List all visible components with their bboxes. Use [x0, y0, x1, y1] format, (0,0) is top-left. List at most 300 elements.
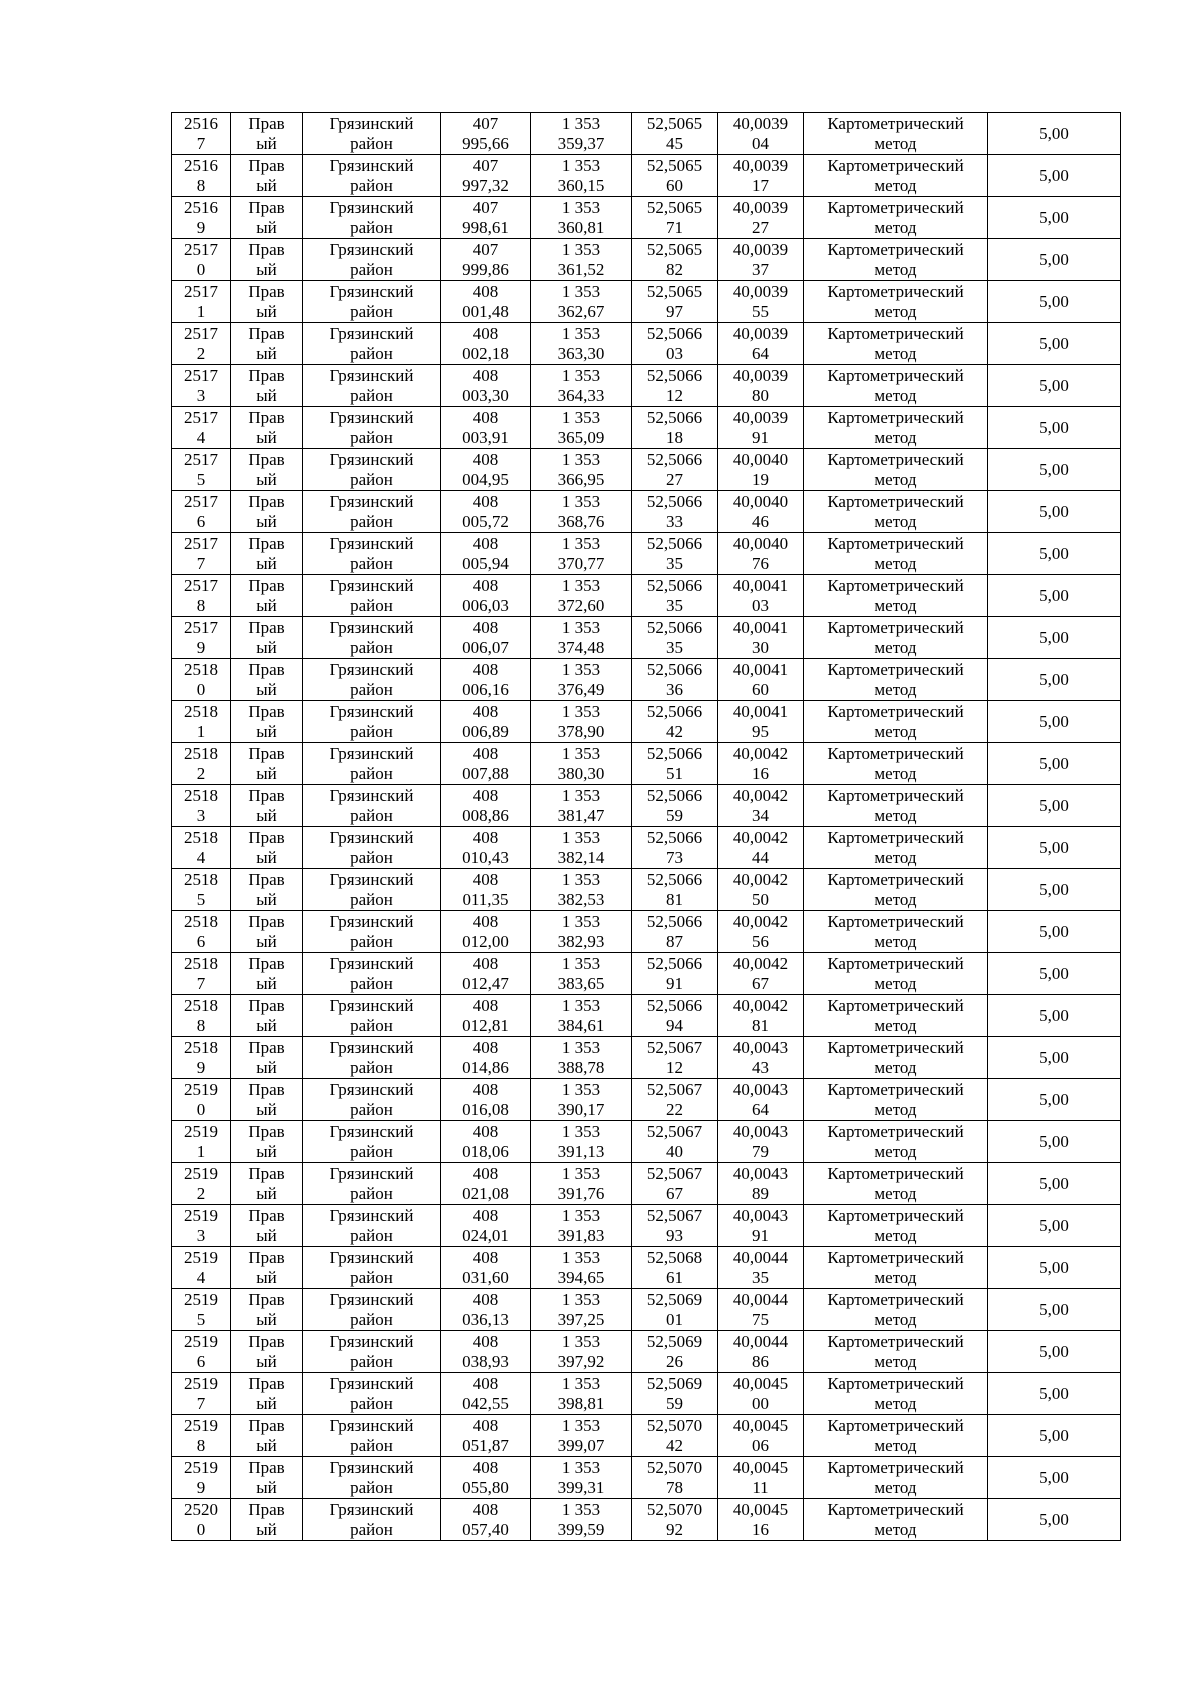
method-cell — [804, 113, 988, 155]
district-cell-line: район — [350, 847, 393, 867]
coord-x-cell — [441, 953, 531, 995]
district-cell-line: район — [350, 301, 393, 321]
longitude-cell-line: 43 — [752, 1057, 769, 1077]
coord-x-cell-line: 036,13 — [462, 1309, 509, 1329]
latitude-cell-line: 52,5066 — [646, 911, 703, 931]
point-number-cell — [172, 1499, 231, 1541]
coord-y-cell — [531, 533, 632, 575]
latitude-cell — [632, 533, 718, 575]
longitude-cell-line: 60 — [752, 679, 769, 699]
method-cell — [804, 239, 988, 281]
point-number-cell — [172, 239, 231, 281]
method-cell — [804, 407, 988, 449]
method-cell-line: метод — [874, 385, 917, 405]
coord-x-cell-line: 408 — [472, 869, 499, 889]
coord-x-cell — [441, 1121, 531, 1163]
coord-y-cell — [531, 197, 632, 239]
latitude-cell-line: 94 — [666, 1015, 683, 1035]
coord-x-cell — [441, 911, 531, 953]
latitude-cell — [632, 911, 718, 953]
coord-y-cell-line: 1 353 — [561, 365, 601, 385]
district-cell-line: Грязинский — [329, 827, 414, 847]
longitude-cell-line: 40,0040 — [732, 449, 789, 469]
coord-x-cell-line: 057,40 — [462, 1519, 509, 1539]
accuracy-cell: 5,00 — [988, 1247, 1121, 1289]
coord-x-cell-line: 408 — [472, 1373, 499, 1393]
coord-y-cell — [531, 701, 632, 743]
longitude-cell-line: 40,0043 — [732, 1037, 789, 1057]
accuracy-cell: 5,00 — [988, 743, 1121, 785]
method-cell-line: Картометрический — [827, 155, 964, 175]
point-number-cell-line: 2 — [196, 763, 206, 783]
method-cell — [804, 197, 988, 239]
coord-x-cell — [441, 827, 531, 869]
coord-y-cell-line: 1 353 — [561, 323, 601, 343]
coord-x-cell-line: 408 — [472, 1205, 499, 1225]
point-number-cell — [172, 1163, 231, 1205]
method-cell-line: метод — [874, 721, 917, 741]
method-cell-line: Картометрический — [827, 1079, 964, 1099]
point-number-cell-line: 8 — [196, 1435, 206, 1455]
coord-x-cell — [441, 785, 531, 827]
point-number-cell-line: 2517 — [184, 281, 218, 301]
longitude-cell — [718, 197, 804, 239]
table-row — [172, 1079, 1121, 1121]
latitude-cell-line: 26 — [666, 1351, 683, 1371]
coord-y-cell-line: 1 353 — [561, 1415, 601, 1435]
coord-y-cell-line: 1 353 — [561, 1037, 601, 1057]
longitude-cell — [718, 281, 804, 323]
point-number-cell-line: 6 — [196, 1351, 206, 1371]
longitude-cell-line: 40,0043 — [732, 1205, 789, 1225]
longitude-cell — [718, 1163, 804, 1205]
coord-x-cell-line: 042,55 — [462, 1393, 509, 1413]
latitude-cell-line: 52,5067 — [646, 1205, 703, 1225]
table-row — [172, 407, 1121, 449]
longitude-cell-line: 40,0042 — [732, 743, 789, 763]
longitude-cell-line: 86 — [752, 1351, 769, 1371]
longitude-cell-line: 16 — [752, 1519, 769, 1539]
coord-y-cell-line: 391,76 — [557, 1183, 605, 1203]
district-cell-line: район — [350, 1309, 393, 1329]
bank-side-cell-line: ый — [256, 1225, 277, 1245]
bank-side-cell-line: ый — [256, 1141, 277, 1161]
longitude-cell — [718, 323, 804, 365]
point-number-cell-line: 2518 — [184, 659, 218, 679]
coord-x-cell-line: 408 — [472, 281, 499, 301]
accuracy-cell: 5,00 — [988, 911, 1121, 953]
district-cell — [303, 1289, 441, 1331]
district-cell-line: Грязинский — [329, 155, 414, 175]
latitude-cell-line: 87 — [666, 931, 683, 951]
latitude-cell — [632, 827, 718, 869]
bank-side-cell — [231, 785, 303, 827]
latitude-cell-line: 52,5067 — [646, 1163, 703, 1183]
latitude-cell — [632, 281, 718, 323]
district-cell — [303, 281, 441, 323]
method-cell-line: метод — [874, 427, 917, 447]
district-cell-line: район — [350, 1519, 393, 1539]
coord-x-cell-line: 998,61 — [462, 217, 509, 237]
coord-y-cell-line: 362,67 — [557, 301, 605, 321]
bank-side-cell — [231, 197, 303, 239]
longitude-cell-line: 04 — [752, 133, 769, 153]
point-number-cell — [172, 1205, 231, 1247]
method-cell-line: Картометрический — [827, 407, 964, 427]
coord-y-cell-line: 1 353 — [561, 995, 601, 1015]
method-cell-line: метод — [874, 595, 917, 615]
longitude-cell-line: 64 — [752, 1099, 769, 1119]
coord-y-cell-line: 378,90 — [557, 721, 605, 741]
district-cell-line: район — [350, 679, 393, 699]
bank-side-cell-line: ый — [256, 973, 277, 993]
bank-side-cell — [231, 155, 303, 197]
method-cell — [804, 953, 988, 995]
bank-side-cell-line: ый — [256, 889, 277, 909]
coord-x-cell-line: 006,16 — [462, 679, 509, 699]
coord-x-cell-line: 002,18 — [462, 343, 509, 363]
district-cell-line: район — [350, 1435, 393, 1455]
longitude-cell — [718, 491, 804, 533]
latitude-cell — [632, 239, 718, 281]
bank-side-cell — [231, 659, 303, 701]
coord-y-cell-line: 1 353 — [561, 449, 601, 469]
point-number-cell — [172, 827, 231, 869]
method-cell-line: метод — [874, 1309, 917, 1329]
coord-y-cell — [531, 1163, 632, 1205]
bank-side-cell — [231, 1247, 303, 1289]
coord-y-cell-line: 388,78 — [557, 1057, 605, 1077]
method-cell — [804, 1499, 988, 1541]
coord-x-cell-line: 408 — [472, 449, 499, 469]
district-cell — [303, 1499, 441, 1541]
coord-x-cell-line: 003,30 — [462, 385, 509, 405]
longitude-cell-line: 40,0042 — [732, 869, 789, 889]
bank-side-cell-line: Прав — [248, 197, 285, 217]
latitude-cell-line: 36 — [666, 679, 683, 699]
latitude-cell-line: 40 — [666, 1141, 683, 1161]
latitude-cell-line: 52,5066 — [646, 995, 703, 1015]
coord-x-cell — [441, 197, 531, 239]
bank-side-cell-line: Прав — [248, 1289, 285, 1309]
method-cell — [804, 1205, 988, 1247]
district-cell-line: Грязинский — [329, 323, 414, 343]
coord-x-cell — [441, 995, 531, 1037]
accuracy-cell: 5,00 — [988, 491, 1121, 533]
coord-x-cell — [441, 1163, 531, 1205]
latitude-cell-line: 52,5066 — [646, 365, 703, 385]
latitude-cell — [632, 1205, 718, 1247]
longitude-cell-line: 40,0042 — [732, 785, 789, 805]
district-cell-line: Грязинский — [329, 1415, 414, 1435]
method-cell — [804, 1163, 988, 1205]
bank-side-cell — [231, 1373, 303, 1415]
district-cell-line: Грязинский — [329, 953, 414, 973]
table-row — [172, 323, 1121, 365]
point-number-cell-line: 2518 — [184, 1037, 218, 1057]
table-row — [172, 827, 1121, 869]
coord-x-cell-line: 408 — [472, 491, 499, 511]
point-number-cell-line: 2517 — [184, 407, 218, 427]
method-cell — [804, 155, 988, 197]
coord-y-cell-line: 384,61 — [557, 1015, 605, 1035]
bank-side-cell-line: Прав — [248, 617, 285, 637]
longitude-cell-line: 80 — [752, 385, 769, 405]
coord-y-cell-line: 391,83 — [557, 1225, 605, 1245]
coord-x-cell-line: 408 — [472, 701, 499, 721]
district-cell-line: район — [350, 343, 393, 363]
accuracy-cell: 5,00 — [988, 1121, 1121, 1163]
district-cell — [303, 1247, 441, 1289]
accuracy-cell: 5,00 — [988, 407, 1121, 449]
bank-side-cell-line: ый — [256, 847, 277, 867]
coord-y-cell-line: 397,92 — [557, 1351, 605, 1371]
bank-side-cell-line: Прав — [248, 953, 285, 973]
point-number-cell-line: 2519 — [184, 1373, 218, 1393]
bank-side-cell — [231, 1079, 303, 1121]
bank-side-cell-line: ый — [256, 721, 277, 741]
latitude-cell — [632, 575, 718, 617]
point-number-cell-line: 2519 — [184, 1163, 218, 1183]
bank-side-cell-line: Прав — [248, 407, 285, 427]
coord-y-cell — [531, 1247, 632, 1289]
coord-y-cell-line: 399,31 — [557, 1477, 605, 1497]
coord-y-cell — [531, 1373, 632, 1415]
bank-side-cell — [231, 911, 303, 953]
coord-x-cell — [441, 743, 531, 785]
point-number-cell-line: 3 — [196, 385, 206, 405]
point-number-cell-line: 2516 — [184, 197, 218, 217]
point-number-cell-line: 2519 — [184, 1121, 218, 1141]
coord-x-cell-line: 007,88 — [462, 763, 509, 783]
coord-x-cell — [441, 1247, 531, 1289]
bank-side-cell-line: Прав — [248, 533, 285, 553]
coord-x-cell-line: 997,32 — [462, 175, 509, 195]
method-cell — [804, 869, 988, 911]
bank-side-cell-line: ый — [256, 637, 277, 657]
coord-x-cell-line: 024,01 — [462, 1225, 509, 1245]
bank-side-cell-line: ый — [256, 217, 277, 237]
longitude-cell-line: 40,0039 — [732, 365, 789, 385]
bank-side-cell — [231, 701, 303, 743]
method-cell-line: метод — [874, 469, 917, 489]
longitude-cell — [718, 1457, 804, 1499]
point-number-cell-line: 9 — [196, 1477, 206, 1497]
coord-x-cell-line: 407 — [472, 239, 499, 259]
method-cell-line: Картометрический — [827, 491, 964, 511]
method-cell-line: метод — [874, 1183, 917, 1203]
coord-y-cell-line: 374,48 — [557, 637, 605, 657]
latitude-cell — [632, 869, 718, 911]
coord-y-cell-line: 1 353 — [561, 617, 601, 637]
bank-side-cell-line: Прав — [248, 323, 285, 343]
method-cell-line: Картометрический — [827, 659, 964, 679]
coord-x-cell-line: 018,06 — [462, 1141, 509, 1161]
method-cell — [804, 659, 988, 701]
district-cell-line: район — [350, 511, 393, 531]
method-cell-line: метод — [874, 847, 917, 867]
district-cell-line: Грязинский — [329, 1205, 414, 1225]
coord-x-cell — [441, 365, 531, 407]
district-cell-line: район — [350, 385, 393, 405]
accuracy-cell: 5,00 — [988, 281, 1121, 323]
district-cell-line: район — [350, 1099, 393, 1119]
longitude-cell-line: 79 — [752, 1141, 769, 1161]
coord-x-cell — [441, 1499, 531, 1541]
latitude-cell-line: 52,5065 — [646, 239, 703, 259]
bank-side-cell-line: Прав — [248, 281, 285, 301]
coord-x-cell-line: 010,43 — [462, 847, 509, 867]
district-cell-line: район — [350, 1183, 393, 1203]
table-row — [172, 449, 1121, 491]
bank-side-cell — [231, 365, 303, 407]
district-cell — [303, 449, 441, 491]
point-number-cell-line: 2519 — [184, 1289, 218, 1309]
method-cell-line: метод — [874, 1351, 917, 1371]
district-cell — [303, 1205, 441, 1247]
district-cell-line: район — [350, 595, 393, 615]
longitude-cell-line: 40,0041 — [732, 575, 789, 595]
coord-x-cell-line: 408 — [472, 365, 499, 385]
bank-side-cell-line: ый — [256, 175, 277, 195]
coord-y-cell — [531, 995, 632, 1037]
table-row — [172, 533, 1121, 575]
bank-side-cell-line: Прав — [248, 575, 285, 595]
bank-side-cell-line: Прав — [248, 743, 285, 763]
table-row — [172, 995, 1121, 1037]
method-cell-line: метод — [874, 931, 917, 951]
latitude-cell — [632, 953, 718, 995]
coord-x-cell-line: 408 — [472, 785, 499, 805]
longitude-cell-line: 81 — [752, 1015, 769, 1035]
point-number-cell — [172, 155, 231, 197]
point-number-cell — [172, 785, 231, 827]
method-cell — [804, 743, 988, 785]
bank-side-cell-line: ый — [256, 1309, 277, 1329]
point-number-cell — [172, 533, 231, 575]
point-number-cell-line: 2518 — [184, 701, 218, 721]
coord-y-cell — [531, 1037, 632, 1079]
bank-side-cell — [231, 575, 303, 617]
bank-side-cell-line: Прав — [248, 491, 285, 511]
bank-side-cell — [231, 323, 303, 365]
coord-x-cell-line: 408 — [472, 827, 499, 847]
coord-x-cell — [441, 1079, 531, 1121]
district-cell-line: Грязинский — [329, 449, 414, 469]
longitude-cell — [718, 575, 804, 617]
longitude-cell — [718, 1079, 804, 1121]
method-cell-line: метод — [874, 259, 917, 279]
district-cell-line: Грязинский — [329, 1499, 414, 1519]
longitude-cell — [718, 1205, 804, 1247]
latitude-cell-line: 78 — [666, 1477, 683, 1497]
latitude-cell-line: 52,5070 — [646, 1499, 703, 1519]
longitude-cell-line: 40,0045 — [732, 1415, 789, 1435]
coord-y-cell-line: 1 353 — [561, 155, 601, 175]
district-cell-line: Грязинский — [329, 533, 414, 553]
accuracy-cell: 5,00 — [988, 323, 1121, 365]
bank-side-cell-line: Прав — [248, 1037, 285, 1057]
coord-x-cell-line: 012,81 — [462, 1015, 509, 1035]
district-cell — [303, 491, 441, 533]
bank-side-cell-line: ый — [256, 343, 277, 363]
district-cell-line: район — [350, 1267, 393, 1287]
bank-side-cell-line: Прав — [248, 869, 285, 889]
district-cell-line: район — [350, 553, 393, 573]
coord-x-cell-line: 051,87 — [462, 1435, 509, 1455]
longitude-cell-line: 91 — [752, 427, 769, 447]
coord-y-cell-line: 1 353 — [561, 407, 601, 427]
coord-x-cell-line: 408 — [472, 407, 499, 427]
point-number-cell-line: 8 — [196, 595, 206, 615]
table-row — [172, 1121, 1121, 1163]
district-cell-line: Грязинский — [329, 1331, 414, 1351]
latitude-cell — [632, 1457, 718, 1499]
district-cell — [303, 575, 441, 617]
coord-y-cell — [531, 1499, 632, 1541]
method-cell-line: Картометрический — [827, 953, 964, 973]
coord-y-cell-line: 1 353 — [561, 491, 601, 511]
coord-y-cell-line: 380,30 — [557, 763, 605, 783]
table-row — [172, 869, 1121, 911]
longitude-cell — [718, 743, 804, 785]
latitude-cell-line: 52,5065 — [646, 155, 703, 175]
bank-side-cell-line: Прав — [248, 827, 285, 847]
point-number-cell — [172, 953, 231, 995]
coord-y-cell-line: 397,25 — [557, 1309, 605, 1329]
method-cell — [804, 281, 988, 323]
bank-side-cell — [231, 1121, 303, 1163]
point-number-cell-line: 2520 — [184, 1499, 218, 1519]
method-cell — [804, 1331, 988, 1373]
method-cell-line: Картометрический — [827, 323, 964, 343]
bank-side-cell-line: Прав — [248, 1247, 285, 1267]
longitude-cell-line: 91 — [752, 1225, 769, 1245]
coord-x-cell — [441, 407, 531, 449]
coord-y-cell-line: 376,49 — [557, 679, 605, 699]
latitude-cell — [632, 1331, 718, 1373]
latitude-cell-line: 52,5067 — [646, 1037, 703, 1057]
longitude-cell — [718, 533, 804, 575]
point-number-cell — [172, 701, 231, 743]
coord-x-cell-line: 999,86 — [462, 259, 509, 279]
district-cell-line: Грязинский — [329, 197, 414, 217]
method-cell — [804, 1121, 988, 1163]
coord-y-cell-line: 399,07 — [557, 1435, 605, 1455]
coord-x-cell — [441, 1037, 531, 1079]
longitude-cell — [718, 827, 804, 869]
bank-side-cell-line: ый — [256, 553, 277, 573]
bank-side-cell — [231, 1499, 303, 1541]
longitude-cell-line: 40,0043 — [732, 1121, 789, 1141]
point-number-cell-line: 4 — [196, 427, 206, 447]
point-number-cell-line: 0 — [196, 679, 206, 699]
coord-x-cell-line: 031,60 — [462, 1267, 509, 1287]
bank-side-cell-line: ый — [256, 679, 277, 699]
point-number-cell — [172, 911, 231, 953]
method-cell — [804, 911, 988, 953]
table-row — [172, 239, 1121, 281]
coord-x-cell-line: 011,35 — [462, 889, 509, 909]
coord-y-cell-line: 381,47 — [557, 805, 605, 825]
latitude-cell-line: 52,5068 — [646, 1247, 703, 1267]
method-cell-line: метод — [874, 679, 917, 699]
district-cell — [303, 365, 441, 407]
coord-y-cell-line: 394,65 — [557, 1267, 605, 1287]
longitude-cell-line: 40,0044 — [732, 1247, 789, 1267]
coord-x-cell-line: 004,95 — [462, 469, 509, 489]
bank-side-cell — [231, 743, 303, 785]
